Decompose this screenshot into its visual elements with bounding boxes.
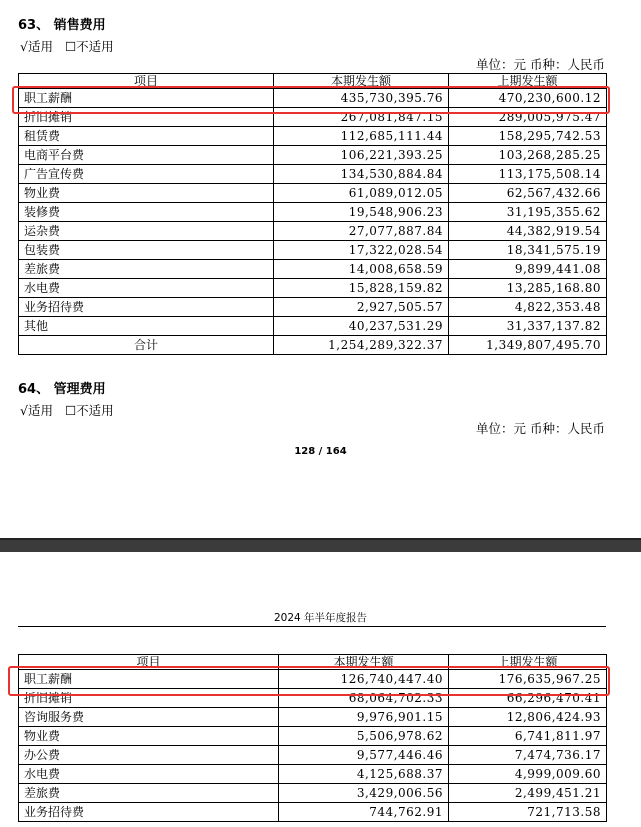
header-item: 项目 bbox=[19, 655, 279, 670]
cell-previous: 470,230,600.12 bbox=[449, 89, 607, 108]
cell-previous: 103,268,285.25 bbox=[449, 146, 607, 165]
cell-current: 61,089,012.05 bbox=[274, 184, 449, 203]
cell-previous: 31,337,137.82 bbox=[449, 317, 607, 336]
cell-current: 2,927,505.57 bbox=[274, 298, 449, 317]
table-row bbox=[19, 317, 607, 336]
cell-current: 1,254,289,322.37 bbox=[274, 336, 449, 355]
cell-previous: 6,741,811.97 bbox=[449, 727, 607, 746]
header-current-period: 本期发生额 bbox=[274, 74, 449, 89]
cell-current: 14,008,658.59 bbox=[274, 260, 449, 279]
cell-item: 折旧摊销 bbox=[19, 689, 279, 708]
cell-item: 水电费 bbox=[19, 765, 279, 784]
table-row bbox=[19, 241, 607, 260]
cell-item: 职工薪酬 bbox=[19, 89, 274, 108]
cell-item: 水电费 bbox=[19, 279, 274, 298]
cell-previous: 9,899,441.08 bbox=[449, 260, 607, 279]
cell-item: 物业费 bbox=[19, 727, 279, 746]
cell-current: 112,685,111.44 bbox=[274, 127, 449, 146]
cell-previous: 113,175,508.14 bbox=[449, 165, 607, 184]
cell-previous: 18,341,575.19 bbox=[449, 241, 607, 260]
table-row bbox=[19, 803, 607, 822]
cell-current: 126,740,447.40 bbox=[279, 670, 449, 689]
applicability-options bbox=[20, 37, 114, 55]
cell-previous: 62,567,432.66 bbox=[449, 184, 607, 203]
cell-current: 27,077,887.84 bbox=[274, 222, 449, 241]
cell-previous: 12,806,424.93 bbox=[449, 708, 607, 727]
header-previous-period: 上期发生额 bbox=[449, 655, 607, 670]
table-row bbox=[19, 127, 607, 146]
header-rule bbox=[18, 626, 606, 627]
cell-current: 435,730,395.76 bbox=[274, 89, 449, 108]
table-total-row bbox=[19, 336, 607, 355]
table-row bbox=[19, 784, 607, 803]
cell-item: 其他 bbox=[19, 317, 274, 336]
cell-item: 差旅费 bbox=[19, 784, 279, 803]
cell-item: 业务招待费 bbox=[19, 803, 279, 822]
cell-previous: 66,296,470.41 bbox=[449, 689, 607, 708]
cell-current: 744,762.91 bbox=[279, 803, 449, 822]
selling-expenses-table bbox=[18, 73, 607, 355]
document-page-129 bbox=[0, 552, 641, 827]
cell-item: 包装费 bbox=[19, 241, 274, 260]
table-row bbox=[19, 727, 607, 746]
cell-current: 134,530,884.84 bbox=[274, 165, 449, 184]
cell-current: 3,429,006.56 bbox=[279, 784, 449, 803]
section-title-selling-expenses: 63、 销售费用 bbox=[18, 18, 106, 33]
cell-item: 折旧摊销 bbox=[19, 108, 274, 127]
unit-currency-line: 单位：元 币种：人民币 bbox=[476, 57, 605, 72]
cell-previous: 176,635,967.25 bbox=[449, 670, 607, 689]
table-row bbox=[19, 708, 607, 727]
cell-item: 租赁费 bbox=[19, 127, 274, 146]
cell-previous: 721,713.58 bbox=[449, 803, 607, 822]
cell-item: 职工薪酬 bbox=[19, 670, 279, 689]
header-current-period: 本期发生额 bbox=[279, 655, 449, 670]
cell-current: 68,064,702.33 bbox=[279, 689, 449, 708]
cell-current: 106,221,393.25 bbox=[274, 146, 449, 165]
table-row bbox=[19, 298, 607, 317]
cell-previous: 289,005,975.47 bbox=[449, 108, 607, 127]
table-row bbox=[19, 165, 607, 184]
cell-previous: 1,349,807,495.70 bbox=[449, 336, 607, 355]
table-row bbox=[19, 746, 607, 765]
cell-item: 物业费 bbox=[19, 184, 274, 203]
option-not-applicable: ☐不适用 bbox=[64, 403, 114, 418]
header-item: 项目 bbox=[19, 74, 274, 89]
table-row bbox=[19, 260, 607, 279]
cell-current: 267,081,847.15 bbox=[274, 108, 449, 127]
cell-item: 咨询服务费 bbox=[19, 708, 279, 727]
cell-previous: 4,999,009.60 bbox=[449, 765, 607, 784]
unit-currency-line-2: 单位：元 币种：人民币 bbox=[476, 421, 605, 436]
section-title-admin-expenses: 64、 管理费用 bbox=[18, 382, 106, 397]
cell-item: 办公费 bbox=[19, 746, 279, 765]
highlight-box-staff-salary bbox=[8, 666, 610, 696]
cell-previous: 2,499,451.21 bbox=[449, 784, 607, 803]
table-row bbox=[19, 146, 607, 165]
cell-previous: 4,822,353.48 bbox=[449, 298, 607, 317]
cell-previous: 158,295,742.53 bbox=[449, 127, 607, 146]
cell-current: 9,577,446.46 bbox=[279, 746, 449, 765]
cell-item: 电商平台费 bbox=[19, 146, 274, 165]
cell-previous: 13,285,168.80 bbox=[449, 279, 607, 298]
cell-previous: 31,195,355.62 bbox=[449, 203, 607, 222]
option-applicable: √适用 bbox=[20, 39, 53, 54]
table-row bbox=[19, 279, 607, 298]
cell-item: 合计 bbox=[19, 336, 274, 355]
cell-item: 差旅费 bbox=[19, 260, 274, 279]
cell-current: 5,506,978.62 bbox=[279, 727, 449, 746]
report-header-title: 2024 年半年度报告 bbox=[273, 612, 368, 624]
page-number: 128 / 164 bbox=[294, 446, 347, 457]
cell-item: 业务招待费 bbox=[19, 298, 274, 317]
cell-current: 15,828,159.82 bbox=[274, 279, 449, 298]
table-row bbox=[19, 184, 607, 203]
highlight-box-staff-salary bbox=[12, 86, 610, 114]
option-not-applicable: ☐不适用 bbox=[64, 39, 114, 54]
header-previous-period: 上期发生额 bbox=[449, 74, 607, 89]
cell-previous: 44,382,919.54 bbox=[449, 222, 607, 241]
cell-item: 装修费 bbox=[19, 203, 274, 222]
cell-current: 17,322,028.54 bbox=[274, 241, 449, 260]
table-row bbox=[19, 765, 607, 784]
cell-previous: 7,474,736.17 bbox=[449, 746, 607, 765]
cell-item: 运杂费 bbox=[19, 222, 274, 241]
cell-current: 19,548,906.23 bbox=[274, 203, 449, 222]
applicability-options-2 bbox=[20, 401, 114, 419]
option-applicable: √适用 bbox=[20, 403, 53, 418]
cell-item: 广告宣传费 bbox=[19, 165, 274, 184]
cell-current: 9,976,901.15 bbox=[279, 708, 449, 727]
cell-current: 4,125,688.37 bbox=[279, 765, 449, 784]
cell-current: 40,237,531.29 bbox=[274, 317, 449, 336]
table-row bbox=[19, 222, 607, 241]
table-row bbox=[19, 203, 607, 222]
